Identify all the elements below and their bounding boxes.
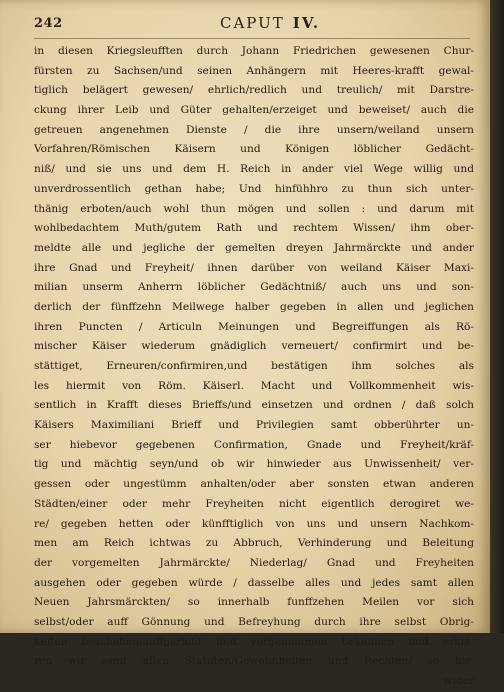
text-line: ckung ihrer Leib und Güter gehalten/erzeiget und beweiset/ auch die <box>34 104 474 117</box>
text-line: men am Reich ichtwas zu Abbruch, Verhinderung und Beleitung <box>34 537 474 550</box>
text-line: gessen oder ungestümm anhalten/oder aber sonsten etwan anderen <box>34 478 474 491</box>
text-line: meldte alle und jegliche der gemelten dreyen Jahrmärckte und ander <box>34 241 474 254</box>
text-line: thänig erboten/auch wohl thun mögen und sollen : und darum mit <box>34 202 474 215</box>
text-line: tig und mächtig seyn/und ob wir hinwieder aus Unwissenheit/ ver- <box>34 458 474 471</box>
text-line: der vorgemelten Jahrmärckte/ Niederlag/ Gnad und Freyheiten <box>34 556 474 569</box>
text-line: Städten/einer oder mehr Freyheiten nicht eigentlich derogiret we- <box>34 497 474 510</box>
text-line: keiten beschehen/auffgericht und vorgenommen bekennen und erklä- <box>34 635 474 648</box>
body-text <box>34 42 474 692</box>
text-line: milian unserm Anherrn löblicher Gedächtniß/ auch uns und son- <box>34 281 474 294</box>
text-line: ausgehen oder gegeben würde / dasselbe alles und jedes samt allen <box>34 576 474 589</box>
page-header <box>34 14 470 36</box>
text-line: sentlich in Krafft dieses Brieffs/und einsetzen und ordnen / daß solch <box>34 399 474 412</box>
text-line: selbst/oder auff Gönnung und Befreyhung durch ihre selbst Obrig- <box>34 615 474 628</box>
text-line: niß/ und sie uns und dem H. Reich in ander viel Wege willig und <box>34 163 474 176</box>
catchword: wider <box>443 675 474 687</box>
header-rule <box>34 38 470 39</box>
page-number: 242 <box>34 16 63 31</box>
text-line: re/ gegeben hetten oder künfftiglich von uns und unsern Nachkom- <box>34 517 474 530</box>
text-line: in diesen Kriegsleufften durch Johann Friedrichen gewesenen Chur- <box>34 45 474 57</box>
text-line: ser hiebevor gegebenen Confirmation, Gnade und Freyheit/kräf- <box>34 438 474 451</box>
text-line: Käisers Maximiliani Brieff und Privilegien samt obberührter un- <box>34 419 474 432</box>
text-line: mischer Käiser wiederum gnädiglich verneuert/ confirmirt und be- <box>34 340 474 353</box>
text-line: unverdrossentlich gethan habe; Und hinfühhro zu thun sich unter- <box>34 182 474 195</box>
text-line: wohlbedachtem Muth/gutem Rath und rechtem Wissen/ ihm ober- <box>34 222 474 235</box>
text-line: getreuen angenehmen Dienste / die ihre unsern/weiland unsern <box>34 123 474 136</box>
text-line: ihren Puncten / Articuln Meinungen und Begreiffungen als Rö- <box>34 320 474 333</box>
text-line: derlich der fünffzehn Meilwege halber gegeben in allen und jeglichen <box>34 300 474 313</box>
text-line: les hiermit von Röm. Käiserl. Macht und Vollkommenheit wis- <box>34 379 474 392</box>
text-line: ihre Gnad und Freyheit/ ihnen darüber von weiland Käiser Maxi- <box>34 261 474 274</box>
chapter-number: IV. <box>292 14 321 32</box>
page-edge-shadow <box>490 0 504 633</box>
text-line: fürsten zu Sachsen/und seinen Anhängern mit Heeres-krafft gewal- <box>34 64 474 77</box>
text-line: Vorfahren/Römischen Käisern und Königen löblicher Gedächt- <box>34 143 474 156</box>
chapter-heading <box>220 14 320 32</box>
text-line: tiglich belägert gewesen/ ehrlich/redlich und treulich/ mit Darstre- <box>34 84 474 97</box>
chapter-label: CAPUT <box>220 14 285 32</box>
text-line: stättiget, Erneuren/confirmiren,und bestätigen ihm solches als <box>34 360 474 372</box>
text-line: ren wir samt allen Statuten/Gewohnheiten und Rechten/ so hir- <box>34 655 474 668</box>
text-line: Neuen Jahrsmärckten/ so innerhalb funffzehen Meilen vor sich <box>34 596 474 609</box>
